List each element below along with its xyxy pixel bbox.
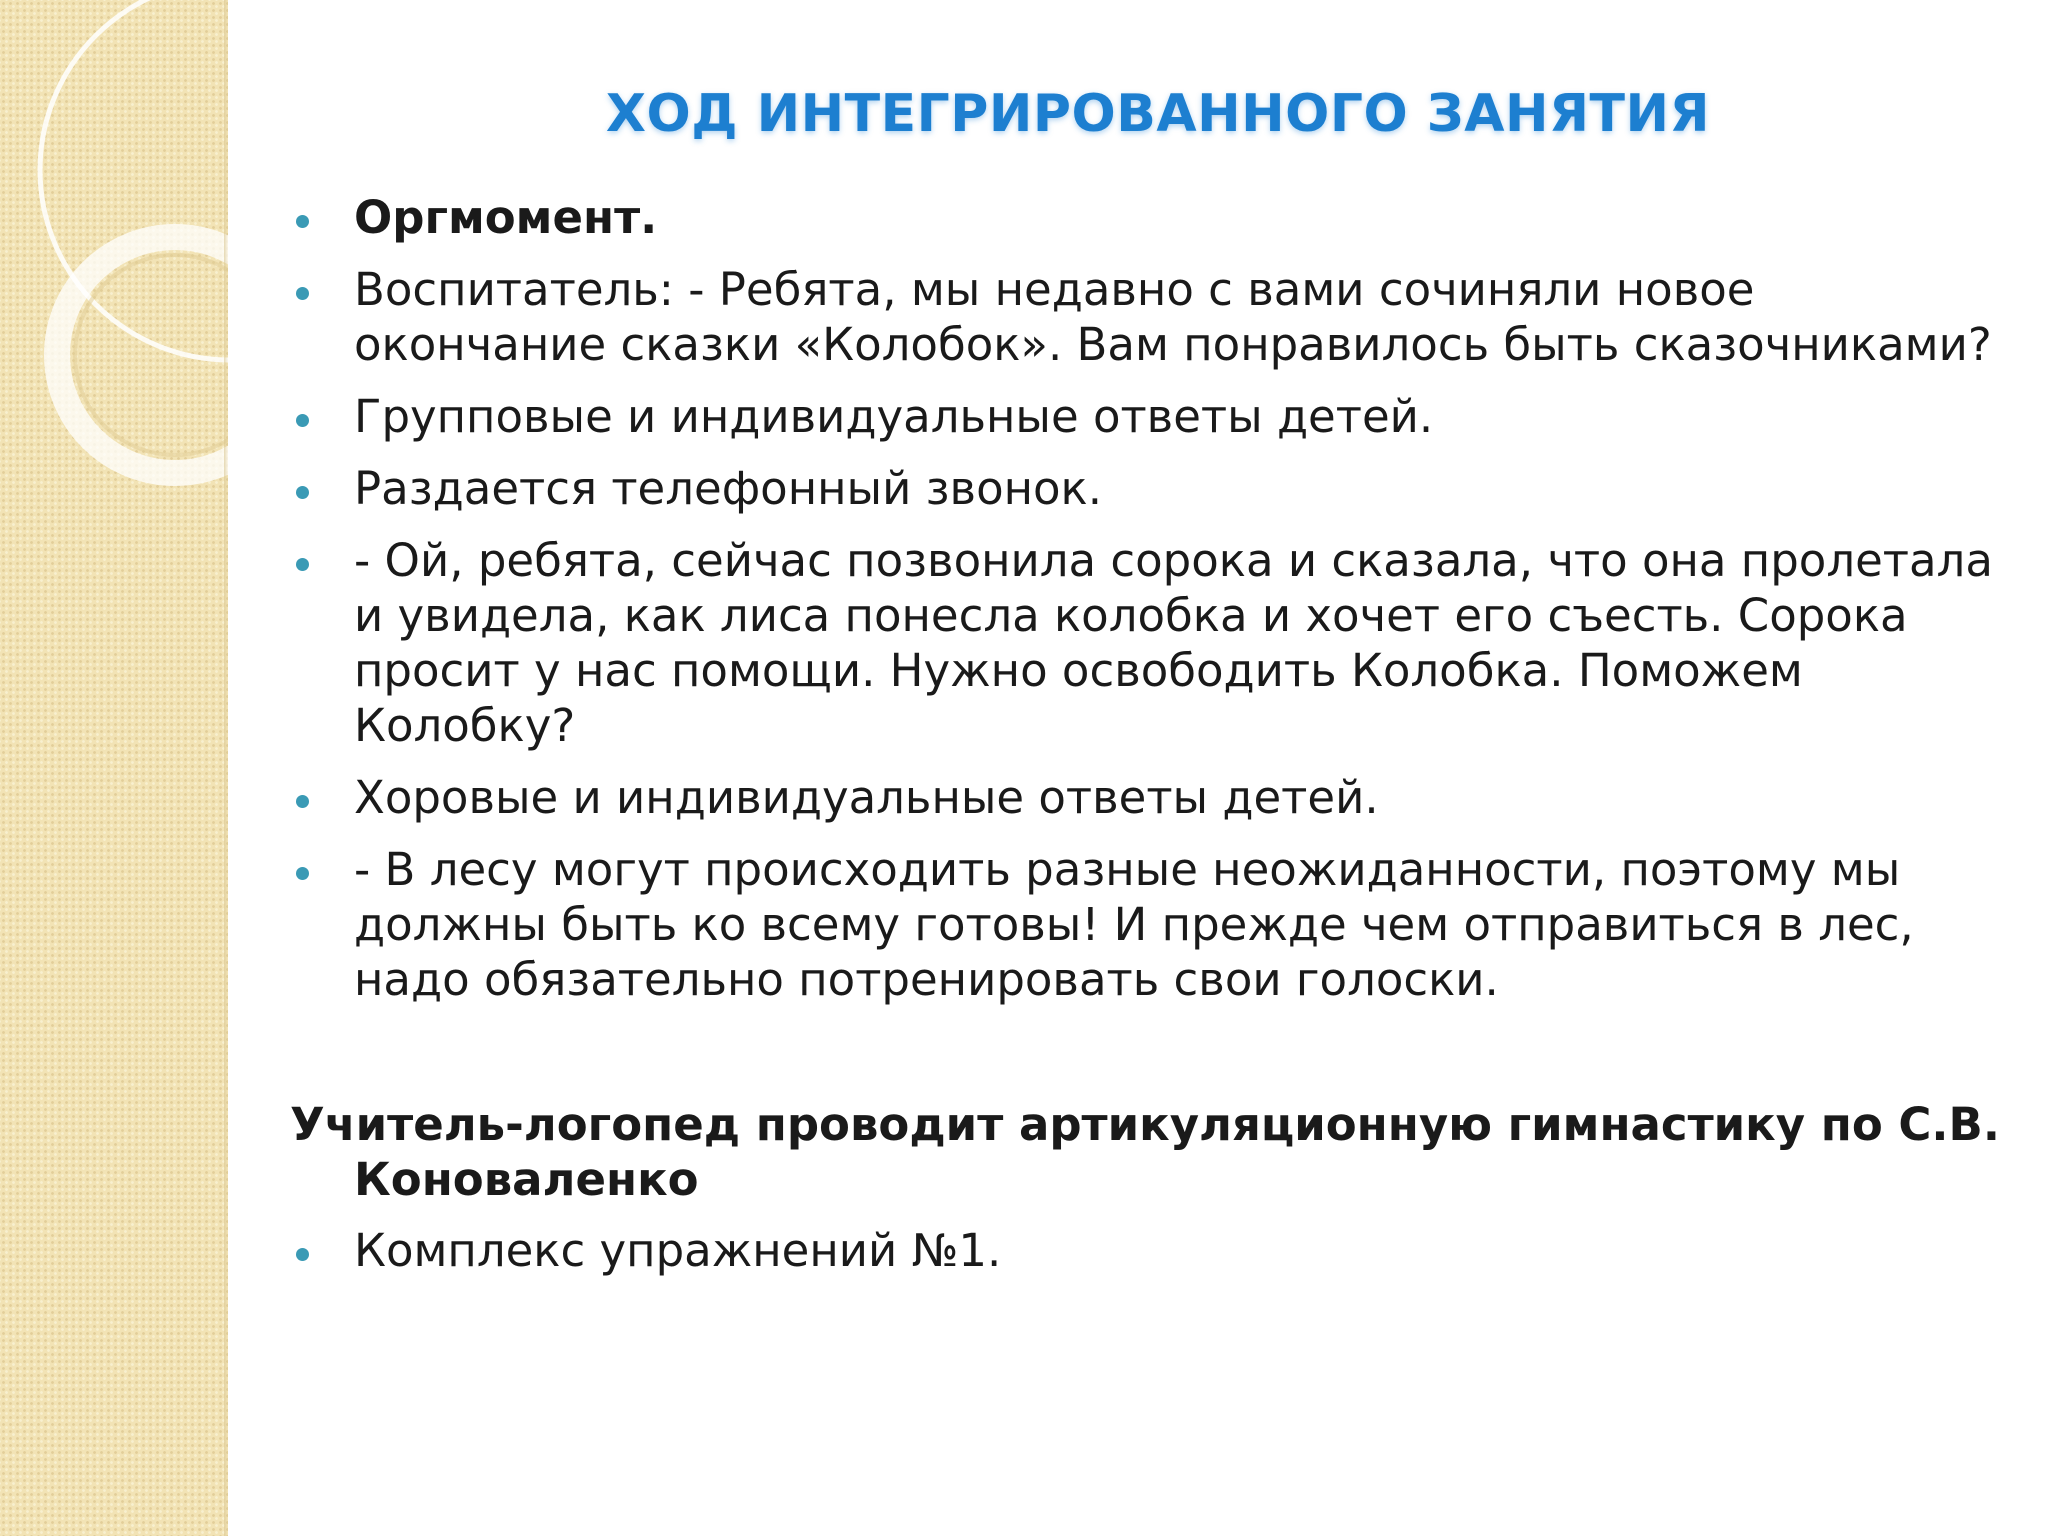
sub-heading: Учитель-логопед проводит артикуляционную гимнастику по С.В. Коноваленко xyxy=(290,1098,2000,1206)
bullet-item-1 xyxy=(290,190,2010,245)
medium-ring-inner xyxy=(75,255,228,455)
bullet-dot-icon xyxy=(296,287,309,300)
bullet-dot-icon xyxy=(296,867,309,880)
bullet-dot-icon xyxy=(296,414,309,427)
bullet-item-3 xyxy=(290,389,2010,444)
decorative-rings xyxy=(0,0,228,1536)
bullet-dot-icon xyxy=(296,795,309,808)
bullet-dot-icon xyxy=(296,215,309,228)
decorative-side-band xyxy=(0,0,228,1536)
slide-title: ХОД ИНТЕГРИРОВАННОГО ЗАНЯТИЯ xyxy=(605,84,1711,144)
bullet-dot-icon xyxy=(296,486,309,499)
side-band-edge xyxy=(224,0,228,1536)
slide-content xyxy=(290,190,2010,1278)
bullet-text: Оргмомент. xyxy=(354,191,658,244)
bullet-item-4 xyxy=(290,461,2010,516)
bullet-text: - В лесу могут происходить разные неожиданности, поэтому мы должны быть ко всему готовы! И прежде чем отправиться в лес, надо обязательно потренировать свои голоски. xyxy=(354,843,1914,1006)
bullet-item-2 xyxy=(290,262,2010,372)
bullet-item-6 xyxy=(290,770,2010,825)
medium-ring-outer xyxy=(57,237,228,473)
bullet-text: Раздается телефонный звонок. xyxy=(354,462,1103,515)
bullet-text: Комплекс упражнений №1. xyxy=(354,1224,1002,1277)
bullet-item-8 xyxy=(290,1223,2010,1278)
bullet-dot-icon xyxy=(296,1248,309,1261)
bullet-item-7 xyxy=(290,842,2010,1007)
bullet-text: Групповые и индивидуальные ответы детей. xyxy=(354,390,1434,443)
bullet-text: Хоровые и индивидуальные ответы детей. xyxy=(354,771,1379,824)
bullet-text: - Ой, ребята, сейчас позвонила сорока и сказала, что она пролетала и увидела, как лиса понесла колобка и хочет его съесть. Сорока просит у нас помощи. Нужно освободить Колобка. Поможем Колобку? xyxy=(354,534,1993,752)
bullet-text: Воспитатель: - Ребята, мы недавно с вами сочиняли новое окончание сказки «Колобок». Вам понравилось быть сказочниками? xyxy=(354,263,1992,371)
bullet-item-5 xyxy=(290,533,2010,753)
bullet-dot-icon xyxy=(296,558,309,571)
